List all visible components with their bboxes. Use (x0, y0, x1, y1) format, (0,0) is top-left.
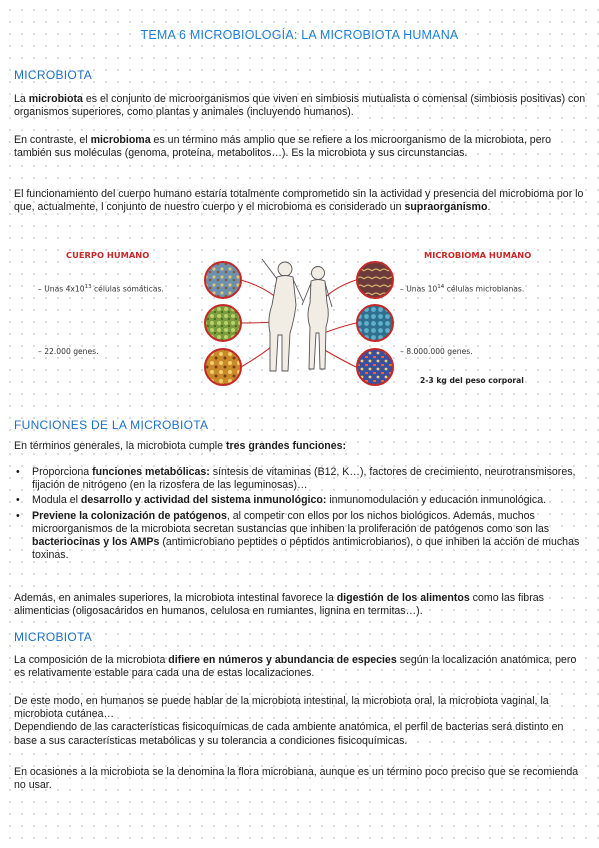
microbiome-infographic (20, 243, 580, 403)
text: La (14, 93, 29, 105)
microbial-genes-count: – 8.000.000 genes. (400, 347, 473, 356)
text: síntesis de vitaminas (B12, K…), factores de crecimiento, neurotransmisores, fijación de nitrógeno (en la rizosfera de las leguminosas)… (32, 466, 576, 492)
text: – Unas 4x10 (38, 284, 85, 294)
section-heading-microbiota: MICROBIOTA (14, 68, 93, 82)
human-cells-count (38, 284, 164, 294)
infographic-left-heading: CUERPO HUMANO (66, 250, 150, 260)
paragraph-microbiota-definition (14, 93, 586, 119)
bold-term: Previene la colonización de patógenos (32, 509, 227, 522)
text: es el conjunto de microorganismos que viven en simbiosis mutualista o comensal (simbiosis positivas) con organismos superiores, como plantas y animales (incluyendo humanos). (14, 93, 586, 119)
text: células microbianas. (444, 284, 525, 294)
text-line: Dependiendo de las características fisicoquímicas de cada ambiente anatómica, el perfil de bacterias será distinto en base a sus características metabólicas y su tolerancia a condiciones fisicoquímicas. (14, 721, 564, 747)
bold-term: difiere en números y abundancia de especies (168, 654, 397, 666)
text: Además, en animales superiores, la microbiota intestinal favorece la (14, 592, 337, 604)
bold-term: supraorganismo (404, 201, 488, 214)
bold-term: funciones metabólicas: (92, 466, 210, 478)
bold-term: desarrollo y actividad del sistema inmunológico: (80, 494, 327, 507)
text-line: De este modo, en humanos se puede hablar de la microbiota intestinal, la microbiota oral, la microbiota vaginal, la microbiota cutánea… (14, 695, 549, 721)
bold-term: bacteriocinas y los AMPs (32, 536, 160, 549)
connection-lines (241, 280, 356, 367)
list-item (14, 510, 586, 563)
page-title: TEMA 6 MICROBIOLOGÍA: LA MICROBIOTA HUMANA (140, 28, 459, 42)
bold-term: microbiota (28, 93, 83, 105)
paragraph-microbioma-definition (14, 134, 586, 160)
text: , al competir con ellos por los nichos biológicos. Además, muchos microorganismos de la microbiota secretan sustancias que inhiben la proliferación de patógenos como son las (32, 509, 550, 535)
text: según la localización anatómica, pero es relativamente estable para cada una de estas localizaciones. (14, 654, 577, 680)
text: inmunomodulación y educación inmunológica. (326, 494, 547, 507)
text: . (487, 201, 491, 214)
text: – Unas 10 (400, 284, 438, 294)
text: es un término más amplio que se refiere a los microorganismo de la microbiota, pero también sus moléculas (genoma, proteína, metabolitos…). Es la microbiota y sus circunstancias. (14, 134, 551, 160)
bold-term: microbioma (90, 134, 151, 146)
section-heading-microbiota-2: MICROBIOTA (14, 630, 93, 644)
paragraph-composicion (14, 654, 586, 680)
infographic-right-heading: MICROBIOMA HUMANO (424, 250, 532, 260)
microbial-cells-count (400, 284, 524, 294)
microbiome-weight: 2-3 kg del peso corporal (420, 376, 524, 385)
bold-term: digestión de los alimentos (336, 592, 470, 604)
exponent: 14 (437, 284, 445, 290)
paragraph-localizaciones (14, 695, 586, 748)
text: (antimicrobiano peptides o péptidos antimicrobianos), o que inhiben la acción de muchas toxinas. (32, 536, 580, 562)
paragraph-funciones-intro (14, 440, 586, 453)
text: En contraste, el (14, 134, 91, 146)
human-genes-count: – 22.000 genes. (38, 347, 99, 356)
funciones-list (14, 466, 586, 564)
left-micrograph-circles (205, 262, 241, 385)
section-heading-funciones: FUNCIONES DE LA MICROBIOTA (14, 418, 209, 432)
paragraph-supraorganismo (14, 188, 586, 214)
text: La composición de la microbiota (14, 654, 169, 666)
text: como las fibras alimenticias (oligosacáridos en humanos, celulosa en rumiantes, lignina en termitas…). (14, 592, 544, 618)
text: El funcionamiento del cuerpo humano estaría totalmente comprometido sin la actividad y presencia del microbioma por lo que, actualmente, l conjunto de nuestro cuerpo y el microbioma es considerado un (14, 188, 584, 214)
paragraph-digestion (14, 592, 586, 618)
bold-term: tres grandes funciones: (225, 440, 347, 452)
paragraph-flora-microbiana: En ocasiones a la microbiota se la denomina la flora microbiana, aunque es un término poco preciso que se recomienda no usar. (14, 766, 579, 792)
text: Proporciona (32, 466, 93, 478)
list-item (14, 466, 586, 492)
human-figures (262, 259, 332, 371)
list-item (14, 494, 586, 507)
text: Modula el (32, 494, 81, 507)
exponent: 13 (84, 284, 92, 290)
text: En términos generales, la microbiota cumple (14, 440, 226, 452)
text: células somáticas. (91, 284, 164, 294)
right-micrograph-circles (357, 262, 393, 385)
